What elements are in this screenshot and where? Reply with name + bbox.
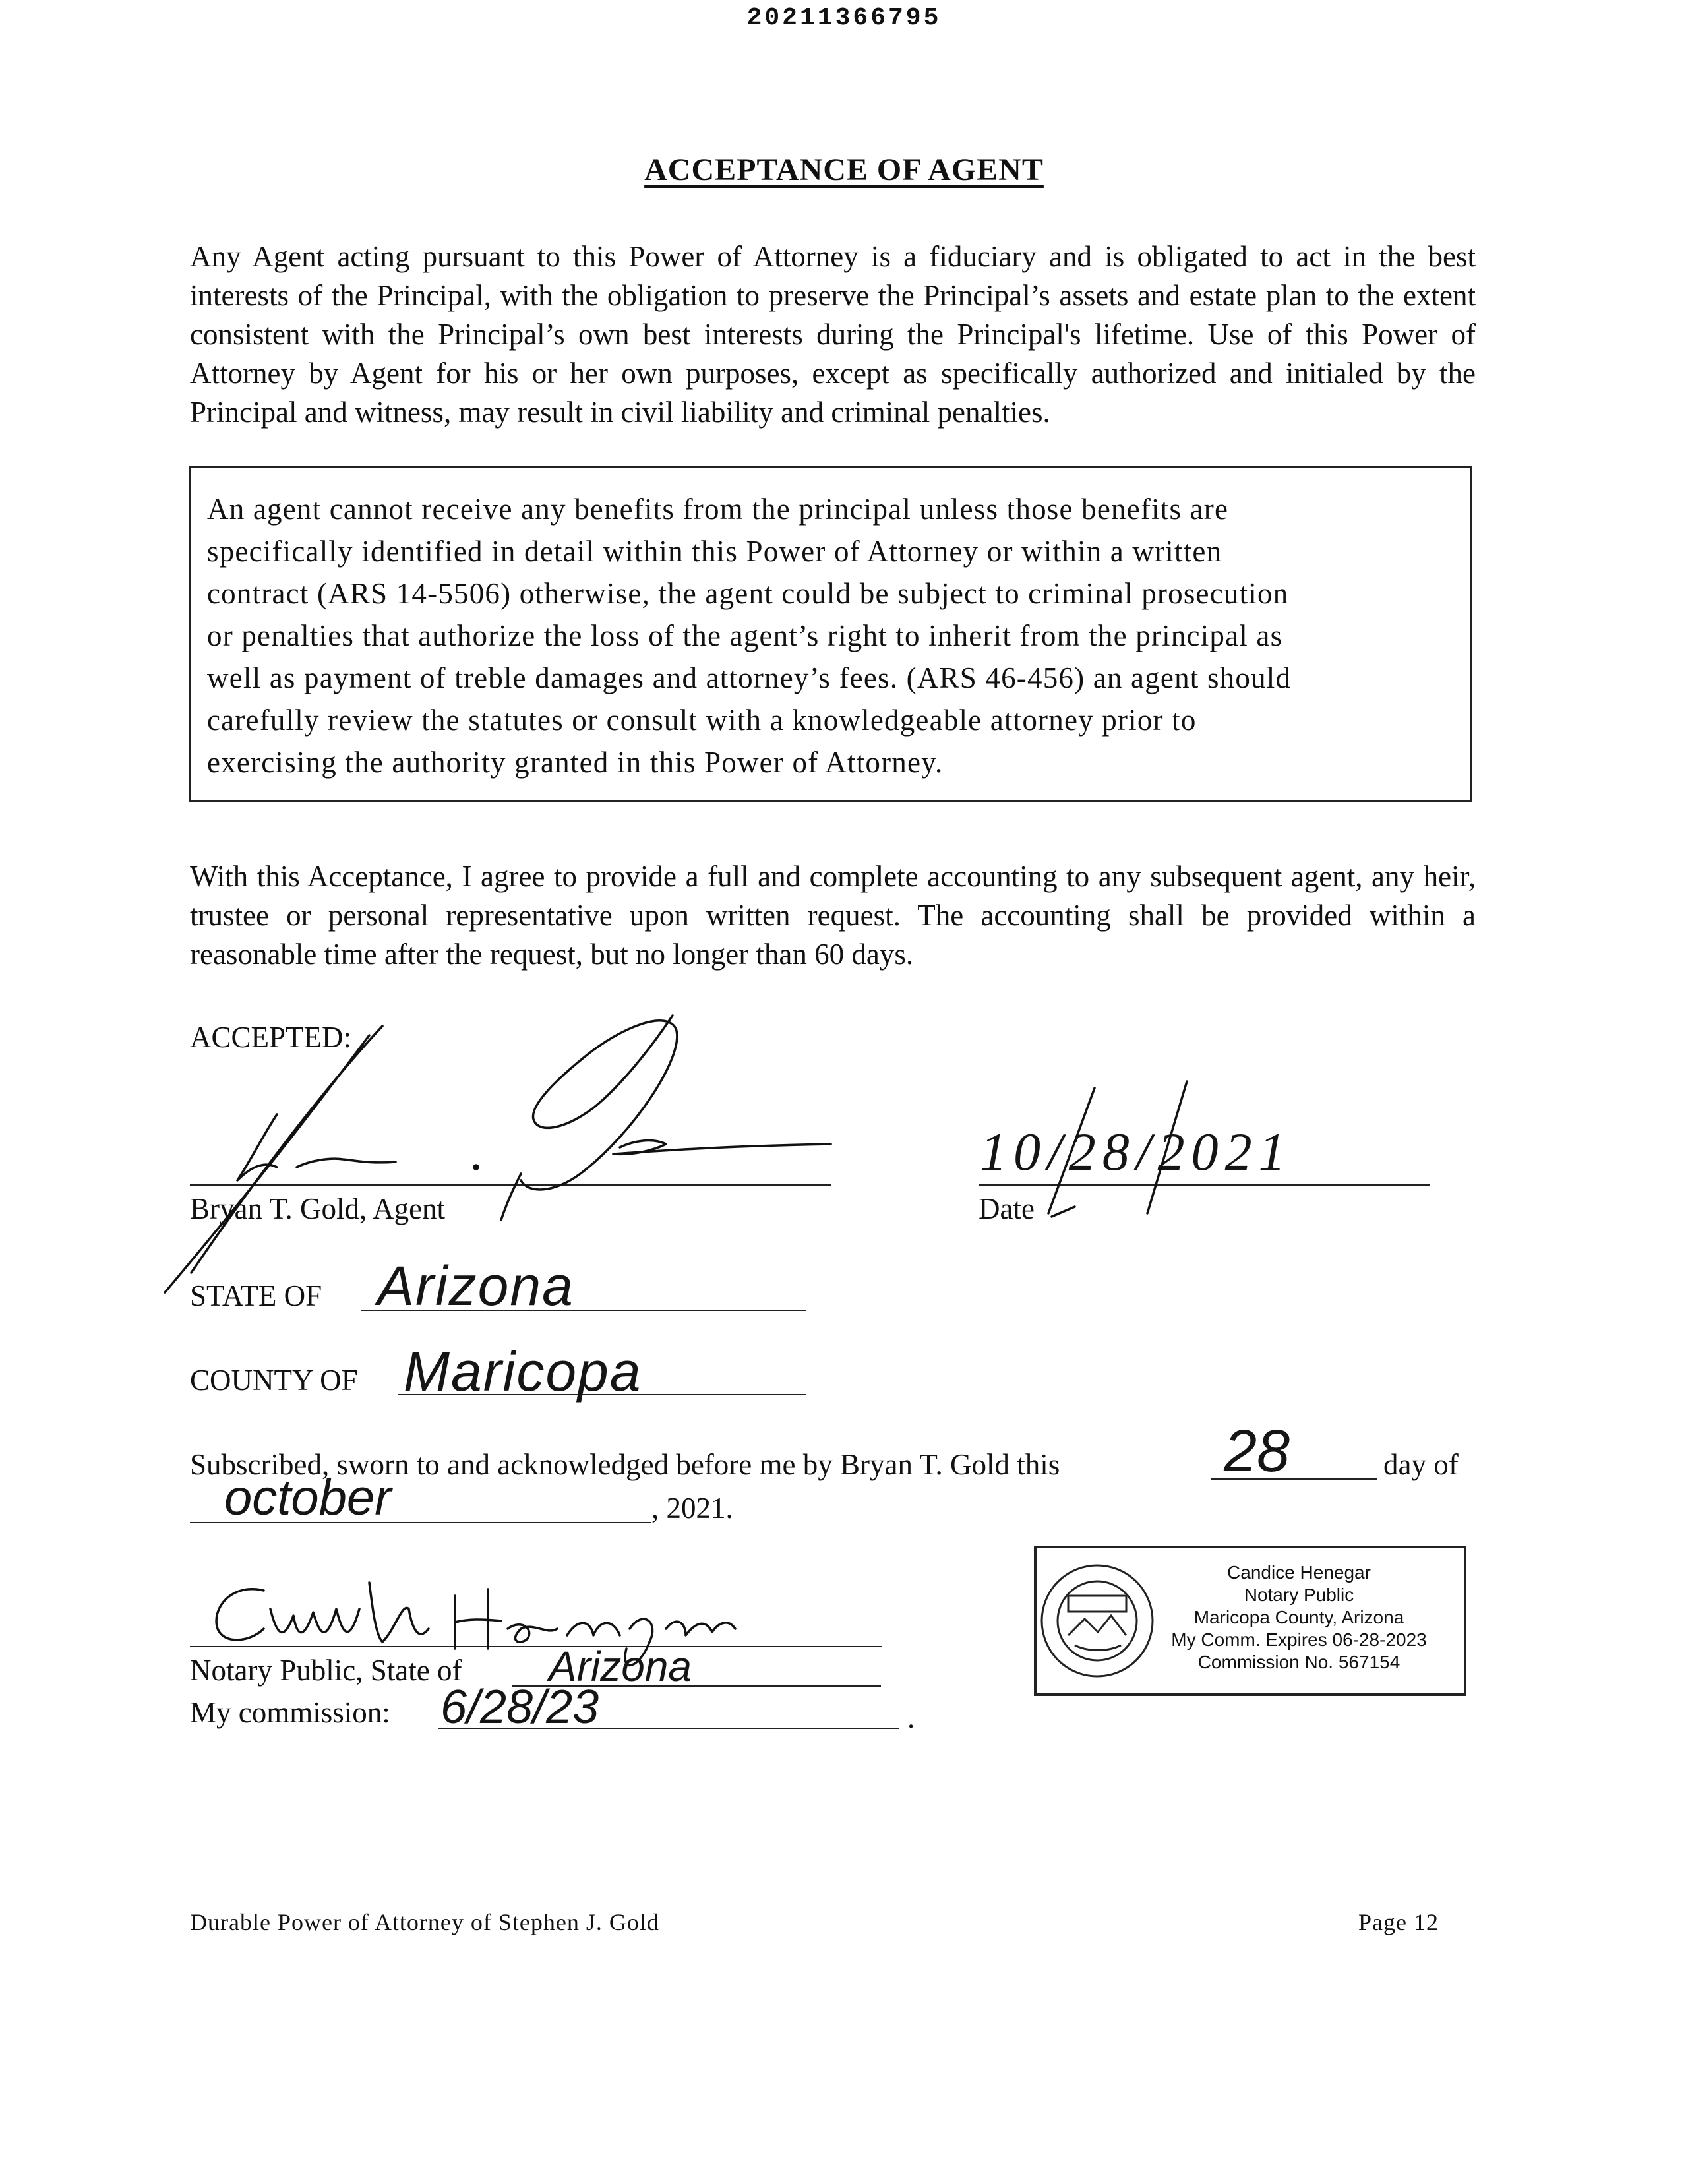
county-label: COUNTY OF: [190, 1364, 358, 1397]
notice-line: or penalties that authorize the loss of the agent’s right to inherit from the principal as: [207, 619, 1283, 652]
date-label: Date: [979, 1192, 1035, 1225]
footer-page-number: Page 12: [1358, 1909, 1439, 1935]
notice-line: carefully review the statutes or consult with a knowledgeable attorney prior to: [207, 704, 1197, 737]
date-handwritten: 10/28/2021: [980, 1122, 1292, 1182]
stamp-line: Maricopa County, Arizona: [1193, 1607, 1404, 1627]
commission-handwritten: 6/28/23: [440, 1681, 599, 1734]
notice-line: specifically identified in detail within this Power of Attorney or within a written: [207, 535, 1222, 568]
stamp-line: Candice Henegar: [1227, 1562, 1371, 1583]
commission-label: My commission:: [190, 1696, 390, 1729]
state-label: STATE OF: [190, 1279, 322, 1312]
month-handwritten: october: [224, 1470, 392, 1526]
document-number: 20211366795: [746, 4, 942, 32]
stamp-line: Notary Public: [1244, 1585, 1354, 1605]
stamp-line: Commission No. 567154: [1197, 1652, 1401, 1672]
agent-label: Bryan T. Gold, Agent: [190, 1192, 446, 1225]
stamp-text: [1141, 1562, 1457, 1674]
notary-state-handwritten: Arizona: [549, 1643, 692, 1690]
day-of-label: day of: [1383, 1448, 1459, 1481]
footer-document-title: Durable Power of Attorney of Stephen J. Gold: [190, 1909, 659, 1935]
accepted-label: ACCEPTED:: [190, 1021, 352, 1054]
accounting-paragraph: With this Acceptance, I agree to provide a full and complete accounting to any subsequent agent, any heir, trustee or personal representative upon written request. The accounting shall be provided within a reasonable time after the request, but no longer than 60 days.: [190, 860, 1476, 971]
year-text: , 2021.: [651, 1492, 733, 1525]
day-handwritten: 28: [1224, 1418, 1290, 1484]
fiduciary-paragraph: Any Agent acting pursuant to this Power of Attorney is a fiduciary and is obligated to act in the best interests of the Principal, with the obligation to preserve the Principal’s assets and estate plan to the extent consistent with the Principal’s own best interests during the Principal's lifetime. Use of this Power of Attorney by Agent for his or her own purposes, except as specifically authorized and initialed by the Principal and witness, may result in civil liability and criminal penalties.: [190, 240, 1476, 429]
state-handwritten: Arizona: [377, 1255, 574, 1317]
notice-line: exercising the authority granted in this Power of Attorney.: [207, 746, 944, 779]
subscribed-text: Subscribed, sworn to and acknowledged before me by Bryan T. Gold this: [190, 1448, 1060, 1481]
stamp-line: My Comm. Expires 06-28-2023: [1171, 1629, 1427, 1650]
notice-line: An agent cannot receive any benefits from the principal unless those benefits are: [207, 493, 1229, 526]
notice-line: contract (ARS 14-5506) otherwise, the agent could be subject to criminal prosecution: [207, 577, 1289, 610]
page-title: ACCEPTANCE OF AGENT: [644, 152, 1044, 187]
notice-line: well as payment of treble damages and attorney’s fees. (ARS 46-456) an agent should: [207, 661, 1292, 694]
commission-end: .: [907, 1701, 915, 1734]
county-handwritten: Maricopa: [404, 1341, 642, 1403]
notary-state-label: Notary Public, State of: [190, 1654, 462, 1687]
